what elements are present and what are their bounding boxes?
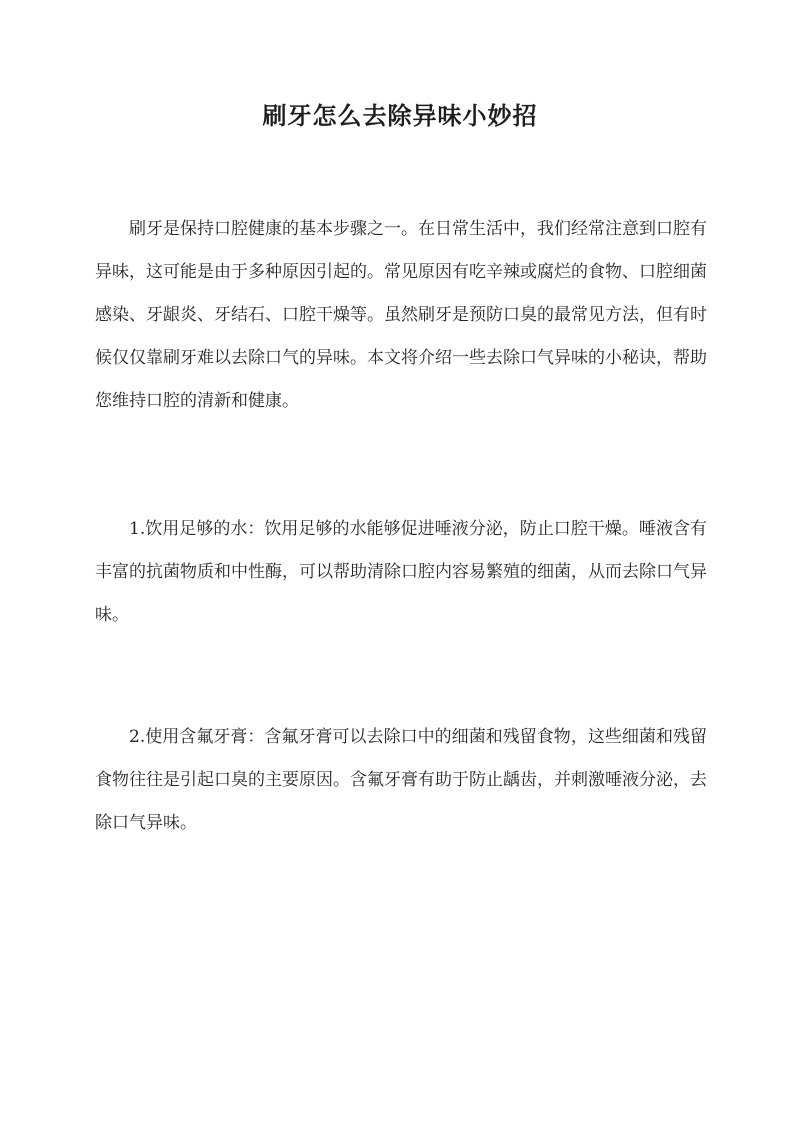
intro-paragraph: 刷牙是保持口腔健康的基本步骤之一。在日常生活中，我们经常注意到口腔有异味，这可能是由于多种原因引起的。常见原因有吃辛辣或腐烂的食物、口腔细菌感染、牙龈炎、牙结石、口腔干燥等。虽然刷牙是预防口臭的最常见方法，但有时候仅仅靠刷牙难以去除口气的异味。本文将介绍一些去除口气异味的小秘诀，帮助您维持口腔的清新和健康。 bbox=[95, 219, 707, 411]
tip-1-paragraph: 1.饮用足够的水：饮用足够的水能够促进唾液分泌，防止口腔干燥。唾液含有丰富的抗菌物质和中性酶，可以帮助清除口腔内容易繁殖的细菌，从而去除口气异味。 bbox=[95, 519, 707, 625]
page-title: 刷牙怎么去除异味小妙招 bbox=[262, 101, 538, 130]
tip-2-paragraph: 2.使用含氟牙膏：含氟牙膏可以去除口中的细菌和残留食物，这些细菌和残留食物往往是引起口臭的主要原因。含氟牙膏有助于防止龋齿，并刺激唾液分泌，去除口气异味。 bbox=[95, 727, 707, 833]
